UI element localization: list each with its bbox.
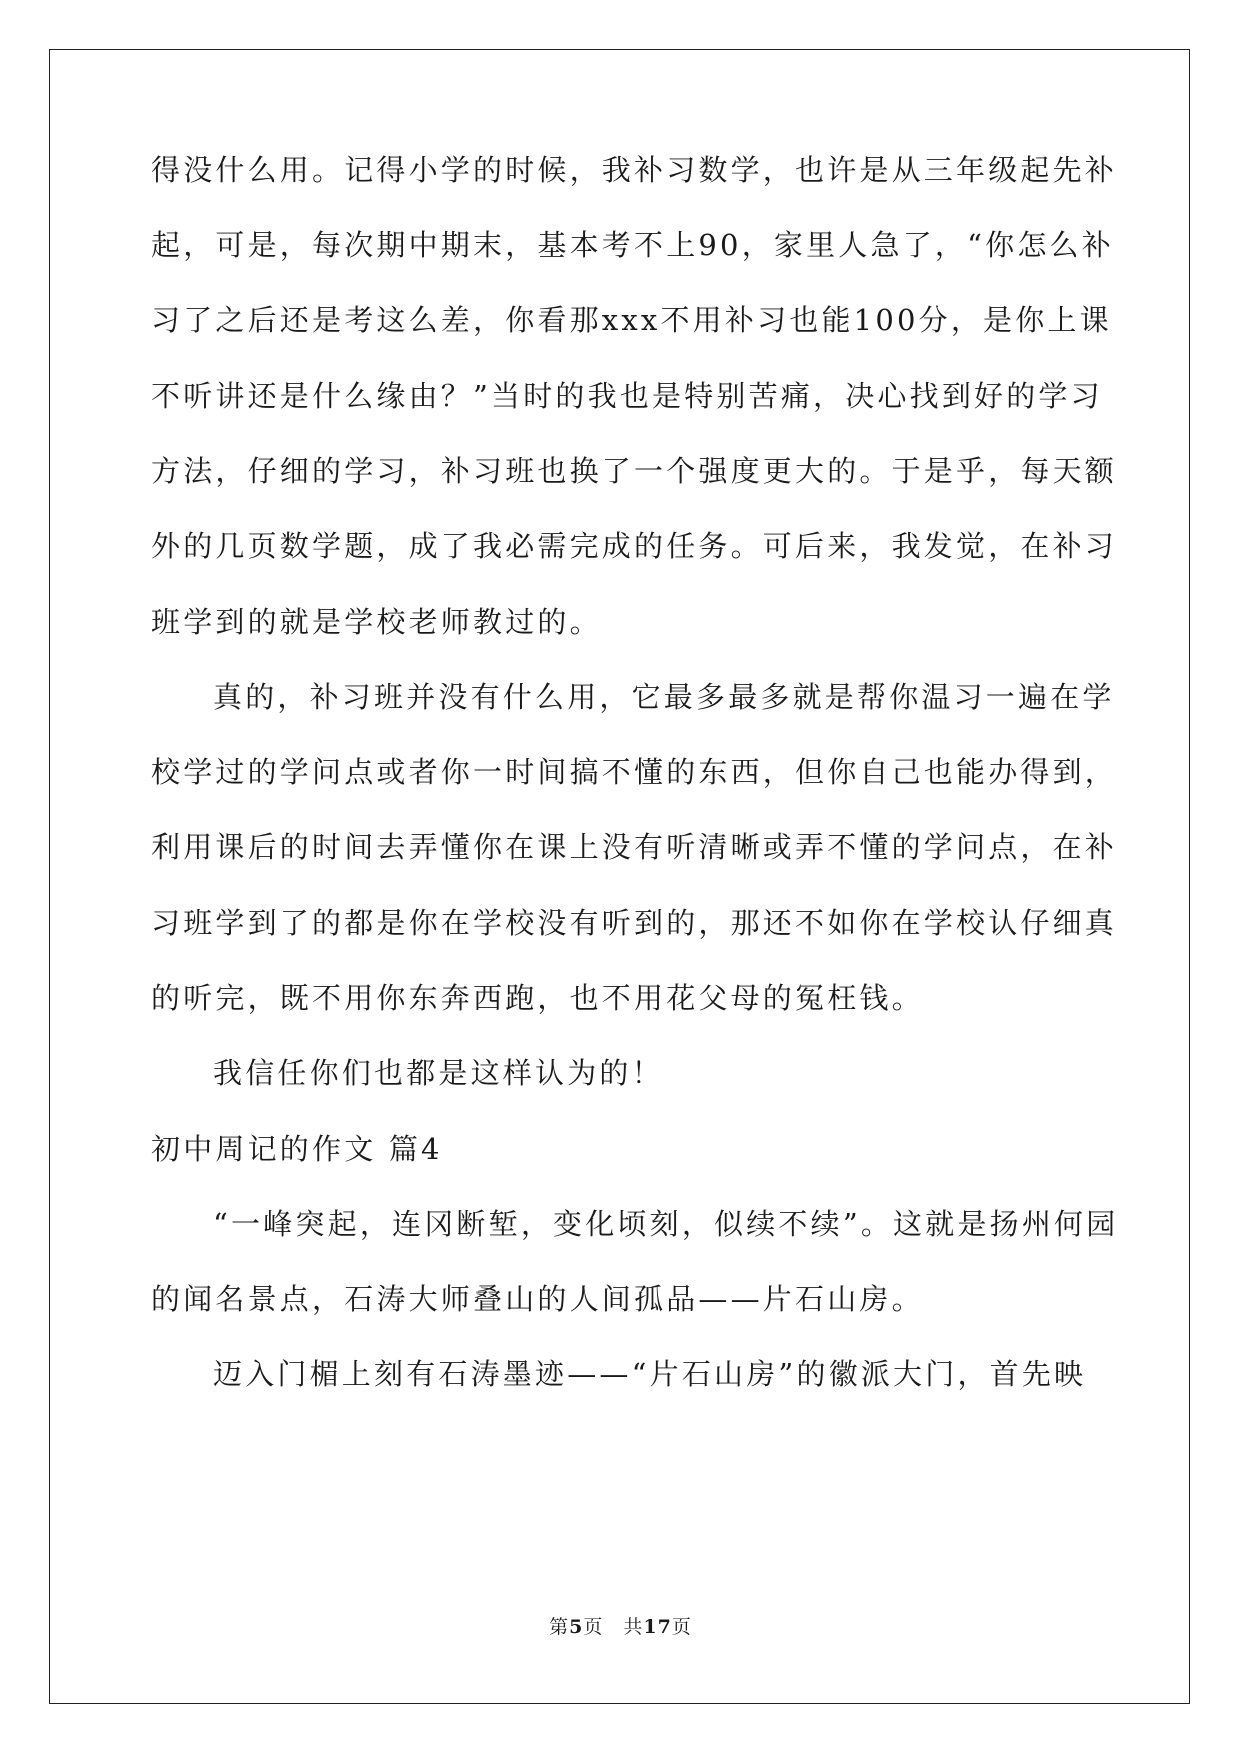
text-line: 得没什么用。记得小学的时候，我补习数学，也许是从三年级起先补 bbox=[151, 153, 1118, 187]
total-pages: 17 bbox=[643, 1616, 672, 1638]
paragraph-start-line: 我信任你们也都是这样认为的！ bbox=[213, 1056, 664, 1090]
footer-suffix: 页 bbox=[671, 1616, 692, 1638]
text-line: 校学过的学问点或者你一时间搞不懂的东西，但你自己也能办得到， bbox=[151, 755, 1118, 789]
paragraph-start-line: “一峰突起，连冈断堑，变化顷刻，似续不续”。这就是扬州何园 bbox=[213, 1207, 1119, 1241]
text-line: 不听讲还是什么缘由？”当时的我也是特别苦痛，决心找到好的学习 bbox=[151, 379, 1103, 413]
page-border bbox=[49, 49, 1190, 1704]
text-line: 班学到的就是学校老师教过的。 bbox=[151, 605, 602, 639]
text-line: 起，可是，每次期中期末，基本考不上90，家里人急了，“你怎么补 bbox=[151, 228, 1114, 262]
text-line: 的闻名景点，石涛大师叠山的人间孤品——片石山房。 bbox=[151, 1282, 924, 1316]
text-line: 外的几页数学题，成了我必需完成的任务。可后来，我发觉，在补习 bbox=[151, 529, 1118, 563]
text-line: 利用课后的时间去弄懂你在课上没有听清晰或弄不懂的学问点，在补 bbox=[151, 830, 1118, 864]
paragraph-start-line: 迈入门楣上刻有石涛墨迹——“片石山房”的徽派大门，首先映 bbox=[213, 1357, 1087, 1391]
footer-prefix: 第 bbox=[549, 1616, 570, 1638]
paragraph-start-line: 真的，补习班并没有什么用，它最多最多就是帮你温习一遍在学 bbox=[213, 680, 1115, 714]
page-footer bbox=[0, 1615, 1241, 1639]
footer-mid: 页 共 bbox=[583, 1616, 644, 1638]
text-line: 的听完，既不用你东奔西跑，也不用花父母的冤枉钱。 bbox=[151, 981, 924, 1015]
section-heading: 初中周记的作文 篇4 bbox=[151, 1132, 443, 1166]
page-number: 5 bbox=[569, 1616, 584, 1638]
text-line: 习班学到了的都是你在学校没有听到的，那还不如你在学校认仔细真 bbox=[151, 906, 1118, 940]
text-line: 习了之后还是考这么差，你看那xxx不用补习也能100分，是你上课 bbox=[151, 303, 1112, 337]
text-line: 方法，仔细的学习，补习班也换了一个强度更大的。于是乎，每天额 bbox=[151, 454, 1118, 488]
